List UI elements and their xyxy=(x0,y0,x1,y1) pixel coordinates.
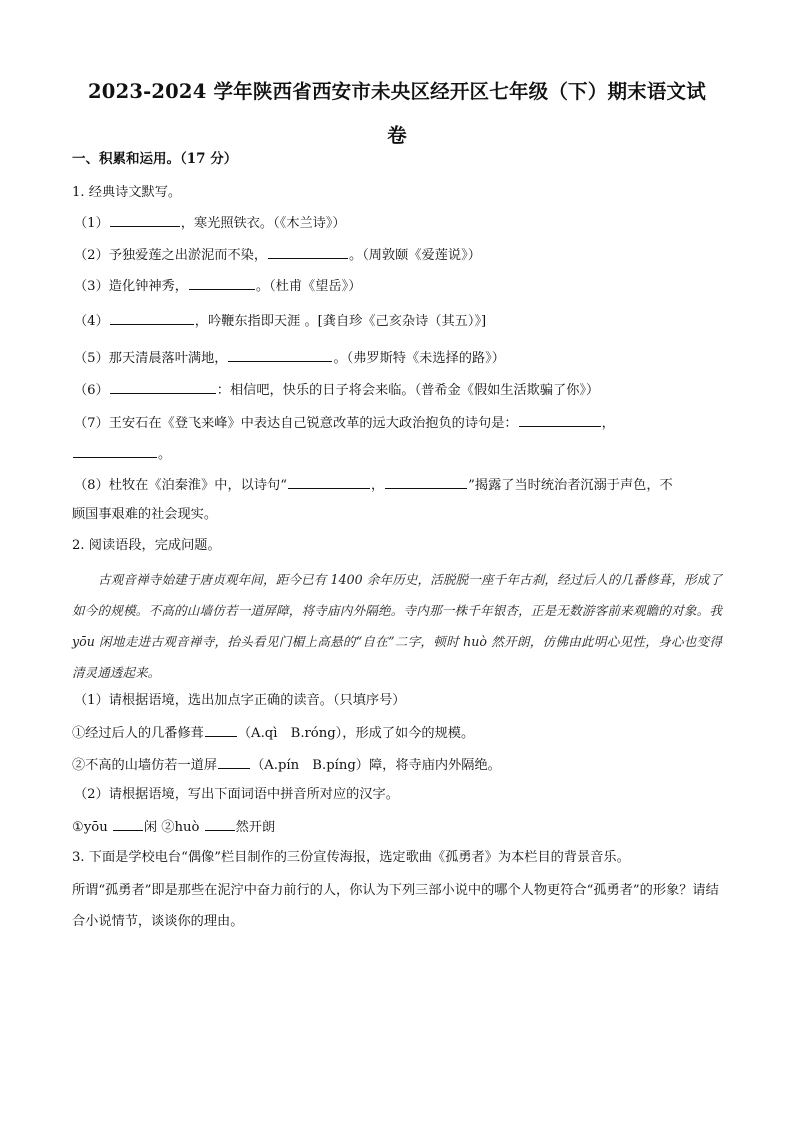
q1-item-2: （2）予独爱莲之出淤泥而不染， 。（周敦颐《爱莲说》） xyxy=(74,244,724,266)
answer-blank[interactable] xyxy=(288,474,370,489)
q2-pinyin-items: ①yōu 闲 ②huò 然开朗 xyxy=(72,816,722,838)
q1-item-5: （5）那天清晨落叶满地， 。（弗罗斯特《未选择的路》） xyxy=(74,347,724,369)
title-line-2: 卷 xyxy=(387,124,407,147)
q1-item-8-cont: 顾国事艰难的社会现实。 xyxy=(72,507,218,522)
answer-blank[interactable] xyxy=(268,244,348,259)
answer-blank[interactable] xyxy=(218,754,250,769)
title-line-1: 2023-2024 学年陕西省西安市未央区经开区七年级（下）期末语文试 xyxy=(88,80,706,103)
question-3-body: 所谓“孤勇者”即是那些在泥泞中奋力前行的人，你认为下列三部小说中的哪个人物更符合“孤勇者”的形象？请结合小说情节，谈谈你的理由。 xyxy=(72,883,719,929)
answer-blank[interactable] xyxy=(110,310,194,325)
page-title xyxy=(72,70,722,158)
q2-option-1: ①经过后人的几番修葺 （A.qì B.róng），形成了如今的规模。 xyxy=(72,722,722,744)
reading-passage: 古观音禅寺始建于唐贞观年间，距今已有 1400 余年历史，活脱脱一座千年古刹，经过后人的几番修葺，形成了如今的规模。不高的山墙仿若一道屏障，将寺庙内外隔绝。寺内那一株千年银杏，正是无数游客前来观瞻的对象。我 yōu 闲地走进古观音禅寺，抬头看见门楣上高悬的“自在”二字，顿时 huò 然开朗，仿佛由此明心见性，身心也变得清灵通透起来。 xyxy=(72,572,722,680)
q1-item-7-cont: 。 xyxy=(72,443,722,465)
q1-item-1: （1） ，寒光照铁衣。（《木兰诗》） xyxy=(74,212,724,234)
answer-blank[interactable] xyxy=(110,212,180,227)
answer-blank[interactable] xyxy=(519,412,601,427)
answer-blank[interactable] xyxy=(205,816,235,831)
answer-blank[interactable] xyxy=(110,379,216,394)
question-2-stem: 2. 阅读语段，完成问题。 xyxy=(72,538,221,553)
q1-item-4: （4） ，吟鞭东指即天涯 。[龚自珍《己亥杂诗（其五）》] xyxy=(74,310,724,332)
answer-blank[interactable] xyxy=(228,347,332,362)
answer-blank[interactable] xyxy=(189,275,255,290)
q1-item-7: （7）王安石在《登飞来峰》中表达自己锐意改革的远大政治抱负的诗句是： ， xyxy=(74,412,724,434)
section-heading: 一、积累和运用。（17 分） xyxy=(72,151,238,167)
question-3-stem: 3. 下面是学校电台“偶像”栏目制作的三份宣传海报，选定歌曲《孤勇者》为本栏目的背景音乐。 xyxy=(72,850,630,865)
question-1-stem: 1. 经典诗文默写。 xyxy=(72,185,182,200)
q1-item-8: （8）杜牧在《泊秦淮》中，以诗句“ ， ”揭露了当时统治者沉溺于声色，不 xyxy=(74,474,724,496)
answer-blank[interactable] xyxy=(205,722,237,737)
q1-item-3: （3）造化钟神秀， 。（杜甫《望岳》） xyxy=(74,275,724,297)
answer-blank[interactable] xyxy=(113,816,143,831)
q2-option-2: ②不高的山墙仿若一道屏 （A.pín B.píng）障，将寺庙内外隔绝。 xyxy=(72,754,722,776)
q2-sub-2: （2）请根据语境，写出下面词语中拼音所对应的汉字。 xyxy=(74,787,399,802)
q2-sub-1: （1）请根据语境，选出加点字正确的读音。（只填序号） xyxy=(74,693,406,708)
q1-item-6: （6） ：相信吧，快乐的日子将会来临。（普希金《假如生活欺骗了你》） xyxy=(74,379,724,401)
answer-blank[interactable] xyxy=(385,474,467,489)
answer-blank[interactable] xyxy=(73,443,157,458)
